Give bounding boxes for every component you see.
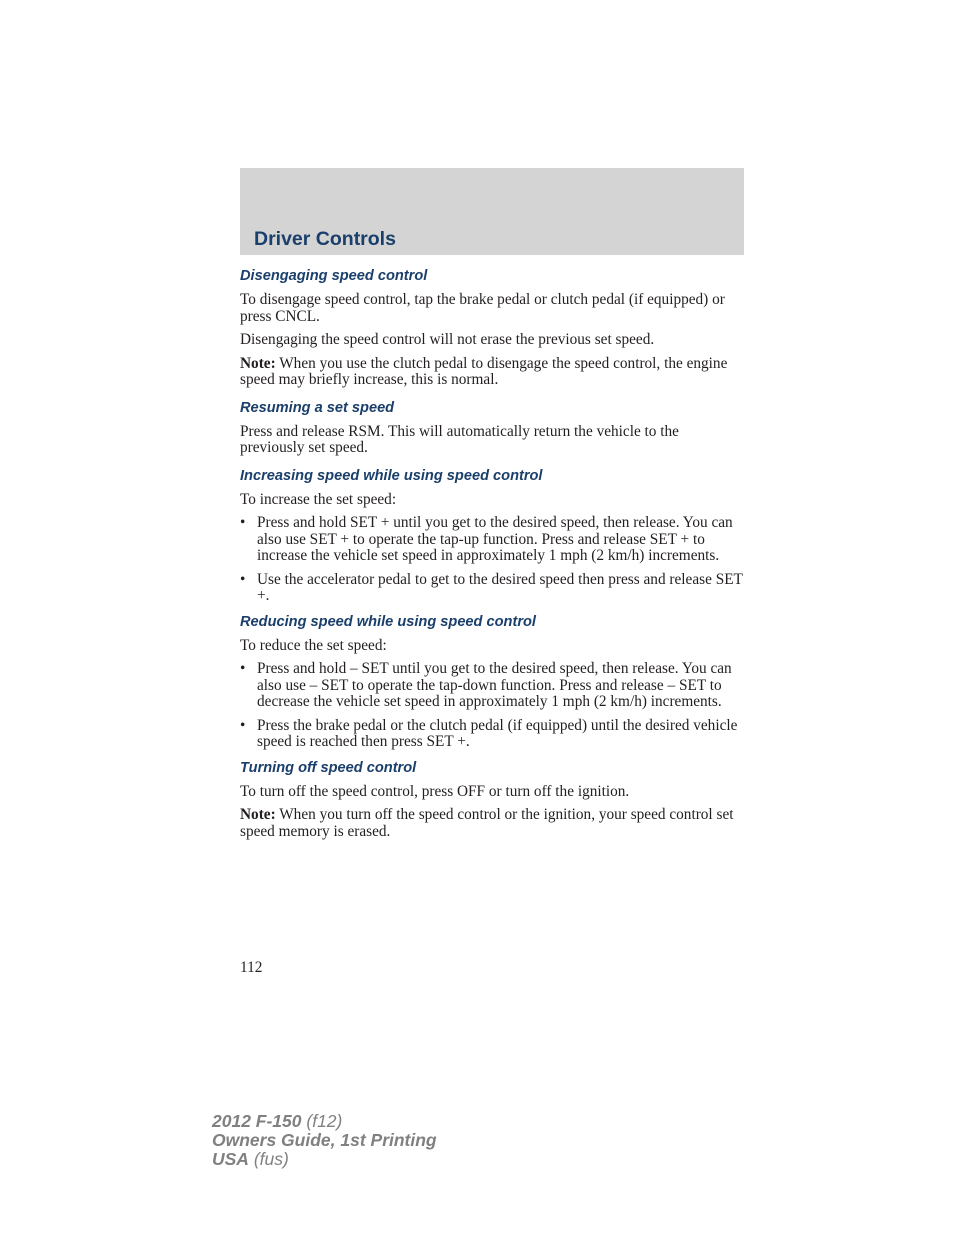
- bullet-list-reducing: [240, 661, 744, 751]
- paragraph: To turn off the speed control, press OFF or turn off the ignition.: [240, 782, 630, 800]
- list-item-text: Press the brake pedal or the clutch pedal (if equipped) until the desired vehicle speed is reached then press SET +.: [257, 716, 738, 750]
- footer-region: USA: [212, 1149, 249, 1169]
- paragraph: Disengaging the speed control will not erase the previous set speed.: [240, 331, 655, 348]
- note-paragraph: [240, 356, 744, 389]
- list-item: [240, 661, 744, 711]
- bullet-icon: •: [240, 660, 246, 677]
- page-number: 112: [240, 959, 263, 976]
- footer-line-region: [212, 1150, 437, 1169]
- section-heading-increasing: Increasing speed while using speed control: [240, 467, 543, 484]
- page-title: Driver Controls: [254, 228, 396, 250]
- list-item-text: Press and hold – SET until you get to the desired speed, then release. You can also use – SET to operate the tap-down function. Press and release – SET to decrease the vehicle set speed in approximately 1 mph (2 km/h) increments.: [257, 660, 732, 710]
- section-header-band: [240, 168, 744, 255]
- paragraph: To reduce the set speed:: [240, 636, 387, 654]
- note-text: When you turn off the speed control or the ignition, your speed control set speed memory is erased.: [240, 806, 734, 840]
- footer-model: 2012 F-150: [212, 1111, 302, 1131]
- bullet-icon: •: [240, 570, 246, 588]
- list-item: [240, 572, 744, 605]
- section-heading-reducing: Reducing speed while using speed control: [240, 613, 536, 630]
- note-text: When you use the clutch pedal to disengage the speed control, the engine speed may briefly increase, this is normal.: [240, 354, 728, 388]
- bullet-icon: •: [240, 514, 246, 531]
- bullet-list-increasing: [240, 515, 744, 605]
- document-footer: [212, 1112, 437, 1169]
- paragraph: To increase the set speed:: [240, 490, 397, 508]
- list-item: [240, 515, 744, 565]
- footer-model-code: (f12): [301, 1111, 343, 1131]
- paragraph: To disengage speed control, tap the brake pedal or clutch pedal (if equipped) or press CNCL.: [240, 291, 725, 325]
- note-label: Note:: [240, 806, 276, 823]
- footer-line-guide: Owners Guide, 1st Printing: [212, 1130, 437, 1150]
- list-item: [240, 718, 744, 751]
- paragraph: Press and release RSM. This will automatically return the vehicle to the previously set speed.: [240, 422, 679, 456]
- note-label: Note:: [240, 354, 276, 372]
- footer-region-code: (fus): [248, 1149, 289, 1169]
- bullet-icon: •: [240, 716, 246, 734]
- list-item-text: Use the accelerator pedal to get to the desired speed then press and release SET +.: [257, 570, 743, 604]
- section-heading-turning-off: Turning off speed control: [240, 759, 417, 776]
- note-paragraph: [240, 807, 744, 840]
- footer-line-model: [212, 1112, 437, 1131]
- page-content: [240, 266, 744, 847]
- list-item-text: Press and hold SET + until you get to the desired speed, then release. You can also use SET + to operate the tap-up function. Press and release SET + to increase the vehicle set speed in approximately 1 mph (2 km/h) increments.: [257, 514, 733, 564]
- section-heading-disengaging: Disengaging speed control: [240, 268, 428, 284]
- section-heading-resuming: Resuming a set speed: [240, 399, 395, 416]
